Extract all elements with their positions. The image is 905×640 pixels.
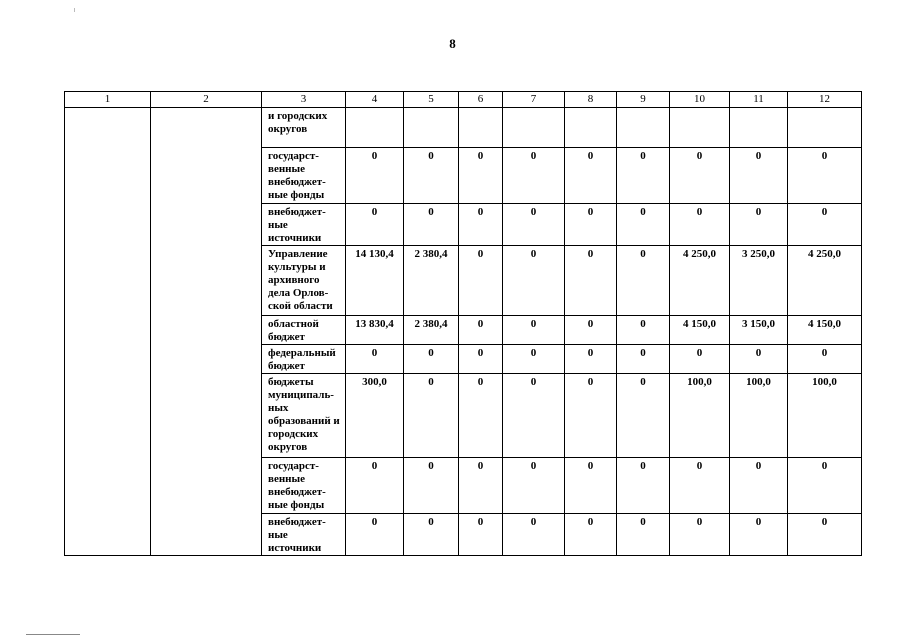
empty-cell: [65, 345, 151, 374]
value-cell: 0: [617, 204, 670, 246]
column-header: 12: [788, 92, 862, 108]
funding-source-label: внебюджет-ные источники: [262, 514, 346, 556]
column-header: 4: [346, 92, 404, 108]
value-cell: 0: [617, 345, 670, 374]
value-cell: 0: [565, 374, 617, 458]
value-cell: [730, 108, 788, 148]
value-cell: 4 150,0: [670, 316, 730, 345]
column-header: 10: [670, 92, 730, 108]
value-cell: 0: [730, 204, 788, 246]
value-cell: 0: [730, 148, 788, 204]
empty-cell: [151, 316, 262, 345]
empty-cell: [151, 458, 262, 514]
value-cell: 0: [565, 316, 617, 345]
value-cell: 0: [459, 458, 503, 514]
value-cell: 0: [617, 246, 670, 316]
value-cell: 0: [670, 148, 730, 204]
value-cell: 0: [346, 458, 404, 514]
value-cell: [503, 108, 565, 148]
value-cell: 0: [346, 148, 404, 204]
column-header: 6: [459, 92, 503, 108]
value-cell: 100,0: [730, 374, 788, 458]
value-cell: 100,0: [670, 374, 730, 458]
value-cell: 14 130,4: [346, 246, 404, 316]
funding-source-label: бюджеты муниципаль-ных образований и городских округов: [262, 374, 346, 458]
value-cell: 0: [670, 204, 730, 246]
value-cell: 0: [730, 458, 788, 514]
value-cell: 0: [459, 514, 503, 556]
value-cell: 0: [617, 458, 670, 514]
value-cell: 0: [617, 514, 670, 556]
funding-source-label: областной бюджет: [262, 316, 346, 345]
value-cell: 0: [788, 204, 862, 246]
value-cell: 3 250,0: [730, 246, 788, 316]
footnote-rule: [26, 634, 80, 635]
funding-source-label: внебюджет-ные источники: [262, 204, 346, 246]
budget-table: [64, 91, 862, 556]
column-header: 2: [151, 92, 262, 108]
value-cell: 4 250,0: [670, 246, 730, 316]
value-cell: 100,0: [788, 374, 862, 458]
table-row: [65, 108, 862, 148]
value-cell: 0: [503, 458, 565, 514]
empty-cell: [65, 148, 151, 204]
value-cell: [404, 108, 459, 148]
empty-cell: [65, 108, 151, 148]
page-number: 8: [449, 36, 456, 51]
value-cell: 0: [503, 204, 565, 246]
value-cell: 2 380,4: [404, 246, 459, 316]
table-row: [65, 316, 862, 345]
value-cell: 0: [459, 246, 503, 316]
value-cell: 0: [565, 246, 617, 316]
value-cell: 0: [503, 246, 565, 316]
value-cell: 0: [565, 514, 617, 556]
value-cell: 0: [565, 204, 617, 246]
empty-cell: [65, 514, 151, 556]
empty-cell: [151, 374, 262, 458]
value-cell: 0: [670, 458, 730, 514]
value-cell: [788, 108, 862, 148]
empty-cell: [151, 204, 262, 246]
funding-source-label: государст-венные внебюджет-ные фонды: [262, 458, 346, 514]
value-cell: 0: [503, 374, 565, 458]
table-row: [65, 458, 862, 514]
value-cell: 0: [617, 374, 670, 458]
value-cell: 0: [670, 514, 730, 556]
table-row: [65, 148, 862, 204]
value-cell: 3 150,0: [730, 316, 788, 345]
value-cell: 0: [503, 316, 565, 345]
table-row: [65, 345, 862, 374]
value-cell: 0: [404, 148, 459, 204]
value-cell: 13 830,4: [346, 316, 404, 345]
value-cell: 0: [565, 148, 617, 204]
value-cell: 4 250,0: [788, 246, 862, 316]
value-cell: 0: [346, 204, 404, 246]
table-row: [65, 374, 862, 458]
value-cell: 0: [459, 316, 503, 345]
value-cell: 0: [730, 345, 788, 374]
value-cell: 0: [404, 204, 459, 246]
table-row: [65, 514, 862, 556]
value-cell: 0: [459, 374, 503, 458]
empty-cell: [151, 108, 262, 148]
empty-cell: [151, 246, 262, 316]
empty-cell: [65, 246, 151, 316]
column-header: 5: [404, 92, 459, 108]
column-header: 8: [565, 92, 617, 108]
value-cell: 0: [459, 345, 503, 374]
value-cell: 0: [503, 148, 565, 204]
empty-cell: [65, 458, 151, 514]
column-header: 3: [262, 92, 346, 108]
value-cell: 2 380,4: [404, 316, 459, 345]
value-cell: [346, 108, 404, 148]
value-cell: 0: [617, 148, 670, 204]
value-cell: 0: [565, 345, 617, 374]
value-cell: 0: [404, 345, 459, 374]
value-cell: 0: [788, 458, 862, 514]
value-cell: 0: [346, 345, 404, 374]
value-cell: 0: [503, 514, 565, 556]
value-cell: [565, 108, 617, 148]
value-cell: 0: [565, 458, 617, 514]
value-cell: [670, 108, 730, 148]
scan-mark: [74, 8, 75, 12]
funding-source-label: федеральный бюджет: [262, 345, 346, 374]
value-cell: 0: [459, 204, 503, 246]
table-row: [65, 246, 862, 316]
table-header-row: [65, 92, 862, 108]
value-cell: 0: [503, 345, 565, 374]
value-cell: [617, 108, 670, 148]
empty-cell: [65, 204, 151, 246]
value-cell: 0: [404, 514, 459, 556]
empty-cell: [151, 345, 262, 374]
value-cell: 4 150,0: [788, 316, 862, 345]
value-cell: [459, 108, 503, 148]
value-cell: 0: [459, 148, 503, 204]
value-cell: 0: [404, 374, 459, 458]
value-cell: 300,0: [346, 374, 404, 458]
value-cell: 0: [788, 148, 862, 204]
column-header: 9: [617, 92, 670, 108]
funding-source-label: и городских округов: [262, 108, 346, 148]
empty-cell: [65, 316, 151, 345]
funding-source-label: Управление культуры и архивного дела Орлов-ской области: [262, 246, 346, 316]
value-cell: 0: [346, 514, 404, 556]
empty-cell: [151, 514, 262, 556]
empty-cell: [151, 148, 262, 204]
value-cell: 0: [617, 316, 670, 345]
value-cell: 0: [788, 514, 862, 556]
column-header: 7: [503, 92, 565, 108]
value-cell: 0: [730, 514, 788, 556]
value-cell: 0: [404, 458, 459, 514]
value-cell: 0: [670, 345, 730, 374]
table-row: [65, 204, 862, 246]
column-header: 1: [65, 92, 151, 108]
empty-cell: [65, 374, 151, 458]
column-header: 11: [730, 92, 788, 108]
funding-source-label: государст-венные внебюджет-ные фонды: [262, 148, 346, 204]
value-cell: 0: [788, 345, 862, 374]
